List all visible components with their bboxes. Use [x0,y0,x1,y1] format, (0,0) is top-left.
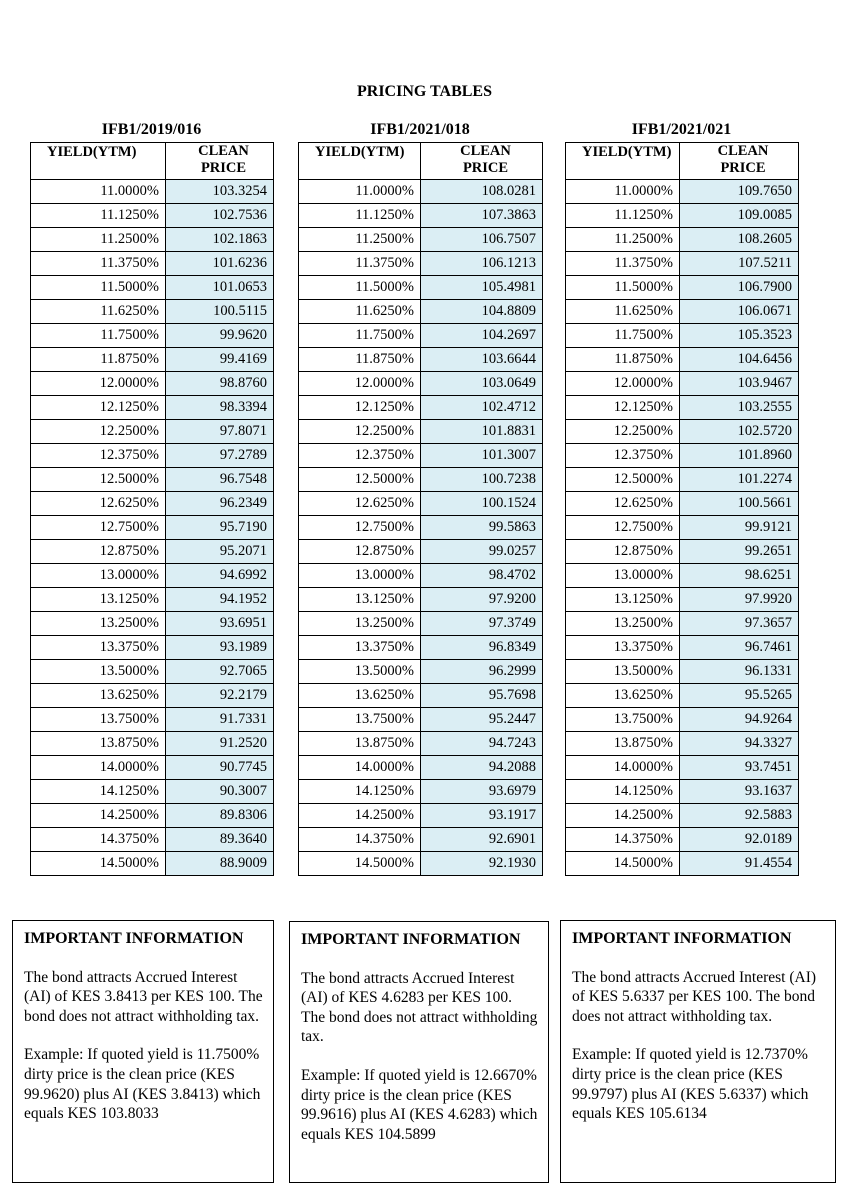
clean-price-cell: 103.2555 [680,396,799,420]
yield-cell: 11.1250% [566,204,680,228]
clean-price-cell: 95.2071 [166,540,274,564]
yield-cell: 13.0000% [566,564,680,588]
yield-cell: 11.7500% [566,324,680,348]
table-row [31,204,274,228]
clean-price-cell: 100.1524 [421,492,543,516]
yield-header: YIELD(YTM) [299,143,421,180]
clean-price-cell: 99.9121 [680,516,799,540]
clean-price-header-line1: CLEAN [198,143,249,159]
clean-price-header [680,143,799,180]
table-row [566,564,799,588]
table-row [31,492,274,516]
bond-section-ifb1-2021-018 [298,118,542,876]
clean-price-cell: 99.4169 [166,348,274,372]
table-row [31,708,274,732]
table-row [566,708,799,732]
table-row [566,588,799,612]
table-row [31,852,274,876]
clean-price-cell: 104.6456 [680,348,799,372]
yield-cell: 11.3750% [299,252,421,276]
clean-price-cell: 109.7650 [680,180,799,204]
clean-price-cell: 94.7243 [421,732,543,756]
bond-section-ifb1-2021-021 [565,118,798,876]
yield-cell: 13.0000% [31,564,166,588]
clean-price-cell: 97.2789 [166,444,274,468]
table-row [31,540,274,564]
yield-cell: 12.5000% [299,468,421,492]
table-row [299,516,543,540]
yield-cell: 14.0000% [299,756,421,780]
yield-cell: 11.7500% [299,324,421,348]
table-row [299,852,543,876]
table-row [31,252,274,276]
table-row [299,276,543,300]
clean-price-cell: 106.7900 [680,276,799,300]
table-row [299,324,543,348]
clean-price-cell: 93.1917 [421,804,543,828]
yield-cell: 14.2500% [299,804,421,828]
clean-price-cell: 98.3394 [166,396,274,420]
yield-cell: 11.6250% [31,300,166,324]
clean-price-header-line2: PRICE [720,160,766,176]
yield-cell: 14.1250% [566,780,680,804]
table-row [566,396,799,420]
table-row [299,252,543,276]
table-row [299,444,543,468]
table-row [299,204,543,228]
clean-price-cell: 91.2520 [166,732,274,756]
pricing-table [298,142,543,876]
clean-price-cell: 97.9200 [421,588,543,612]
clean-price-cell: 94.2088 [421,756,543,780]
table-row [299,396,543,420]
yield-cell: 12.0000% [566,372,680,396]
page-title: PRICING TABLES [357,83,492,100]
yield-cell: 11.0000% [31,180,166,204]
table-row [299,564,543,588]
yield-cell: 13.7500% [566,708,680,732]
yield-cell: 11.8750% [31,348,166,372]
yield-cell: 13.0000% [299,564,421,588]
clean-price-header [166,143,274,180]
clean-price-header-line1: CLEAN [717,143,769,159]
yield-cell: 12.7500% [299,516,421,540]
table-row [31,828,274,852]
clean-price-cell: 92.1930 [421,852,543,876]
yield-cell: 13.1250% [299,588,421,612]
table-row [566,636,799,660]
yield-cell: 14.1250% [31,780,166,804]
table-row [566,300,799,324]
yield-cell: 13.5000% [31,660,166,684]
table-row [566,852,799,876]
table-row [566,444,799,468]
clean-price-header-line1: CLEAN [460,143,511,159]
clean-price-cell: 105.3523 [680,324,799,348]
yield-header: YIELD(YTM) [31,143,166,180]
yield-cell: 13.7500% [31,708,166,732]
clean-price-cell: 108.0281 [421,180,543,204]
yield-cell: 12.7500% [566,516,680,540]
yield-cell: 14.5000% [299,852,421,876]
yield-cell: 13.1250% [566,588,680,612]
clean-price-cell: 95.7190 [166,516,274,540]
clean-price-cell: 99.9620 [166,324,274,348]
important-info-box-ifb1-2019-016 [12,920,274,1183]
yield-cell: 12.3750% [566,444,680,468]
clean-price-cell: 102.5720 [680,420,799,444]
dirty-price-example: Example: If quoted yield is 12.6670% dirty price is the clean price (KES 99.9616) plus AI (KES 4.6283) which equals KES 104.5899 [301,1066,538,1143]
bond-title: IFB1/2021/021 [631,121,732,138]
clean-price-cell: 92.7065 [166,660,274,684]
clean-price-cell: 99.5863 [421,516,543,540]
table-row [31,468,274,492]
yield-cell: 13.2500% [31,612,166,636]
table-row [566,228,799,252]
yield-cell: 14.2500% [31,804,166,828]
table-row [31,372,274,396]
table-row [299,828,543,852]
clean-price-cell: 94.1952 [166,588,274,612]
table-row [566,540,799,564]
yield-cell: 11.0000% [566,180,680,204]
table-row [566,684,799,708]
table-row [31,684,274,708]
clean-price-cell: 95.7698 [421,684,543,708]
clean-price-cell: 96.8349 [421,636,543,660]
clean-price-cell: 95.5265 [680,684,799,708]
yield-cell: 12.6250% [31,492,166,516]
clean-price-cell: 92.2179 [166,684,274,708]
accrued-interest-text: The bond attracts Accrued Interest (AI) of KES 5.6337 per KES 100. The bond does not attract withholding tax. [572,968,817,1025]
yield-cell: 13.2500% [566,612,680,636]
clean-price-cell: 96.1331 [680,660,799,684]
table-row [566,492,799,516]
clean-price-cell: 88.9009 [166,852,274,876]
yield-cell: 14.1250% [299,780,421,804]
yield-cell: 13.2500% [299,612,421,636]
clean-price-cell: 102.7536 [166,204,274,228]
yield-cell: 14.3750% [566,828,680,852]
table-row [299,588,543,612]
clean-price-cell: 107.5211 [680,252,799,276]
table-row [566,204,799,228]
yield-cell: 12.8750% [299,540,421,564]
yield-cell: 11.8750% [299,348,421,372]
yield-cell: 11.3750% [31,252,166,276]
clean-price-cell: 96.7461 [680,636,799,660]
yield-cell: 11.2500% [299,228,421,252]
clean-price-cell: 93.1989 [166,636,274,660]
table-row [566,468,799,492]
table-row [31,444,274,468]
table-row [566,780,799,804]
clean-price-cell: 106.7507 [421,228,543,252]
table-row [566,180,799,204]
table-row [31,276,274,300]
table-row [299,660,543,684]
clean-price-cell: 93.6979 [421,780,543,804]
yield-cell: 13.5000% [299,660,421,684]
clean-price-cell: 101.2274 [680,468,799,492]
yield-cell: 14.3750% [299,828,421,852]
table-row [566,516,799,540]
table-row [31,804,274,828]
yield-cell: 14.0000% [31,756,166,780]
clean-price-cell: 97.3749 [421,612,543,636]
table-row [566,612,799,636]
clean-price-cell: 102.4712 [421,396,543,420]
clean-price-header-line2: PRICE [462,160,509,176]
clean-price-cell: 94.3327 [680,732,799,756]
yield-cell: 14.0000% [566,756,680,780]
yield-cell: 12.0000% [31,372,166,396]
clean-price-cell: 107.3863 [421,204,543,228]
clean-price-cell: 100.5661 [680,492,799,516]
table-row [299,780,543,804]
clean-price-cell: 98.6251 [680,564,799,588]
table-row [299,708,543,732]
yield-cell: 11.2500% [566,228,680,252]
clean-price-cell: 108.2605 [680,228,799,252]
yield-cell: 11.5000% [566,276,680,300]
info-heading: IMPORTANT INFORMATION [24,930,244,947]
bond-section-ifb1-2019-016 [30,118,273,876]
table-row [31,732,274,756]
table-row [31,420,274,444]
table-row [299,804,543,828]
yield-cell: 13.6250% [31,684,166,708]
table-row [31,180,274,204]
clean-price-cell: 94.9264 [680,708,799,732]
clean-price-cell: 97.8071 [166,420,274,444]
clean-price-cell: 103.6644 [421,348,543,372]
table-row [299,540,543,564]
clean-price-cell: 103.3254 [166,180,274,204]
clean-price-cell: 100.5115 [166,300,274,324]
clean-price-cell: 98.4702 [421,564,543,588]
yield-cell: 12.1250% [31,396,166,420]
dirty-price-example: Example: If quoted yield is 12.7370% dirty price is the clean price (KES 99.9797) plus AI (KES 5.6337) which equals KES 105.6134 [572,1046,809,1123]
table-row [566,420,799,444]
table-row [31,396,274,420]
clean-price-cell: 98.8760 [166,372,274,396]
table-row [566,804,799,828]
clean-price-cell: 89.8306 [166,804,274,828]
accrued-interest-text: The bond attracts Accrued Interest (AI) of KES 4.6283 per KES 100. The bond does not attract withholding tax. [301,969,538,1046]
info-heading: IMPORTANT INFORMATION [301,931,521,948]
table-row [31,588,274,612]
yield-cell: 13.6250% [299,684,421,708]
clean-price-cell: 90.3007 [166,780,274,804]
table-row [566,660,799,684]
clean-price-cell: 103.0649 [421,372,543,396]
clean-price-cell: 92.5883 [680,804,799,828]
yield-cell: 12.3750% [31,444,166,468]
clean-price-cell: 104.2697 [421,324,543,348]
table-row [31,780,274,804]
clean-price-cell: 95.2447 [421,708,543,732]
table-row [566,756,799,780]
clean-price-cell: 101.0653 [166,276,274,300]
table-row [566,372,799,396]
table-row [299,300,543,324]
clean-price-cell: 97.3657 [680,612,799,636]
table-row [566,348,799,372]
yield-cell: 11.6250% [566,300,680,324]
clean-price-cell: 96.2999 [421,660,543,684]
yield-cell: 11.3750% [566,252,680,276]
table-row [299,684,543,708]
table-row [566,732,799,756]
yield-cell: 13.8750% [566,732,680,756]
clean-price-cell: 97.9920 [680,588,799,612]
bond-title: IFB1/2021/018 [370,121,470,138]
bond-title: IFB1/2019/016 [101,121,202,138]
table-row [299,228,543,252]
clean-price-cell: 102.1863 [166,228,274,252]
clean-price-cell: 92.0189 [680,828,799,852]
clean-price-header [421,143,543,180]
clean-price-cell: 101.3007 [421,444,543,468]
yield-cell: 12.1250% [299,396,421,420]
clean-price-cell: 93.7451 [680,756,799,780]
yield-cell: 12.2500% [566,420,680,444]
clean-price-cell: 90.7745 [166,756,274,780]
clean-price-cell: 101.6236 [166,252,274,276]
clean-price-cell: 106.1213 [421,252,543,276]
yield-cell: 14.5000% [31,852,166,876]
clean-price-cell: 99.2651 [680,540,799,564]
table-row [31,324,274,348]
yield-cell: 13.3750% [566,636,680,660]
table-row [31,348,274,372]
important-info-box-ifb1-2021-021 [560,920,836,1183]
pricing-table [30,142,274,876]
table-row [299,732,543,756]
clean-price-cell: 103.9467 [680,372,799,396]
yield-cell: 12.8750% [566,540,680,564]
yield-cell: 11.5000% [31,276,166,300]
table-row [31,660,274,684]
table-row [299,372,543,396]
yield-cell: 12.8750% [31,540,166,564]
yield-cell: 12.0000% [299,372,421,396]
yield-cell: 13.5000% [566,660,680,684]
info-heading: IMPORTANT INFORMATION [572,930,792,947]
yield-cell: 11.6250% [299,300,421,324]
yield-cell: 14.3750% [31,828,166,852]
clean-price-cell: 91.7331 [166,708,274,732]
table-row [31,564,274,588]
clean-price-header-line2: PRICE [200,160,247,176]
table-row [299,612,543,636]
yield-cell: 12.6250% [299,492,421,516]
yield-cell: 12.7500% [31,516,166,540]
yield-cell: 13.8750% [31,732,166,756]
clean-price-cell: 92.6901 [421,828,543,852]
yield-cell: 13.3750% [299,636,421,660]
yield-cell: 11.2500% [31,228,166,252]
clean-price-cell: 101.8831 [421,420,543,444]
table-row [299,756,543,780]
important-info-box-ifb1-2021-018 [289,921,549,1183]
clean-price-cell: 99.0257 [421,540,543,564]
clean-price-cell: 106.0671 [680,300,799,324]
yield-cell: 12.2500% [299,420,421,444]
clean-price-cell: 93.1637 [680,780,799,804]
clean-price-cell: 96.7548 [166,468,274,492]
yield-cell: 11.5000% [299,276,421,300]
table-row [31,612,274,636]
yield-cell: 12.6250% [566,492,680,516]
yield-cell: 11.1250% [31,204,166,228]
table-row [31,228,274,252]
clean-price-cell: 109.0085 [680,204,799,228]
clean-price-cell: 93.6951 [166,612,274,636]
clean-price-cell: 89.3640 [166,828,274,852]
table-row [31,516,274,540]
yield-cell: 11.1250% [299,204,421,228]
table-row [299,636,543,660]
clean-price-cell: 96.2349 [166,492,274,516]
yield-cell: 12.1250% [566,396,680,420]
yield-cell: 12.5000% [566,468,680,492]
table-row [299,492,543,516]
yield-cell: 13.6250% [566,684,680,708]
table-row [566,276,799,300]
yield-cell: 11.8750% [566,348,680,372]
yield-cell: 11.7500% [31,324,166,348]
table-row [299,180,543,204]
yield-cell: 12.3750% [299,444,421,468]
yield-cell: 12.5000% [31,468,166,492]
table-row [299,420,543,444]
table-row [31,636,274,660]
clean-price-cell: 100.7238 [421,468,543,492]
table-row [31,300,274,324]
accrued-interest-text: The bond attracts Accrued Interest (AI) of KES 3.8413 per KES 100. The bond does not attract withholding tax. [24,968,263,1025]
clean-price-cell: 91.4554 [680,852,799,876]
clean-price-cell: 105.4981 [421,276,543,300]
table-row [31,756,274,780]
yield-cell: 12.2500% [31,420,166,444]
yield-cell: 13.8750% [299,732,421,756]
pricing-table [565,142,799,876]
yield-cell: 13.3750% [31,636,166,660]
clean-price-cell: 94.6992 [166,564,274,588]
yield-header: YIELD(YTM) [566,143,680,180]
table-row [566,828,799,852]
clean-price-cell: 101.8960 [680,444,799,468]
yield-cell: 14.2500% [566,804,680,828]
clean-price-cell: 104.8809 [421,300,543,324]
table-row [566,324,799,348]
table-row [299,468,543,492]
dirty-price-example: Example: If quoted yield is 11.7500% dirty price is the clean price (KES 99.9620) plus AI (KES 3.8413) which equals KES 103.8033 [24,1046,261,1123]
yield-cell: 11.0000% [299,180,421,204]
table-row [299,348,543,372]
yield-cell: 13.7500% [299,708,421,732]
yield-cell: 13.1250% [31,588,166,612]
table-row [566,252,799,276]
yield-cell: 14.5000% [566,852,680,876]
